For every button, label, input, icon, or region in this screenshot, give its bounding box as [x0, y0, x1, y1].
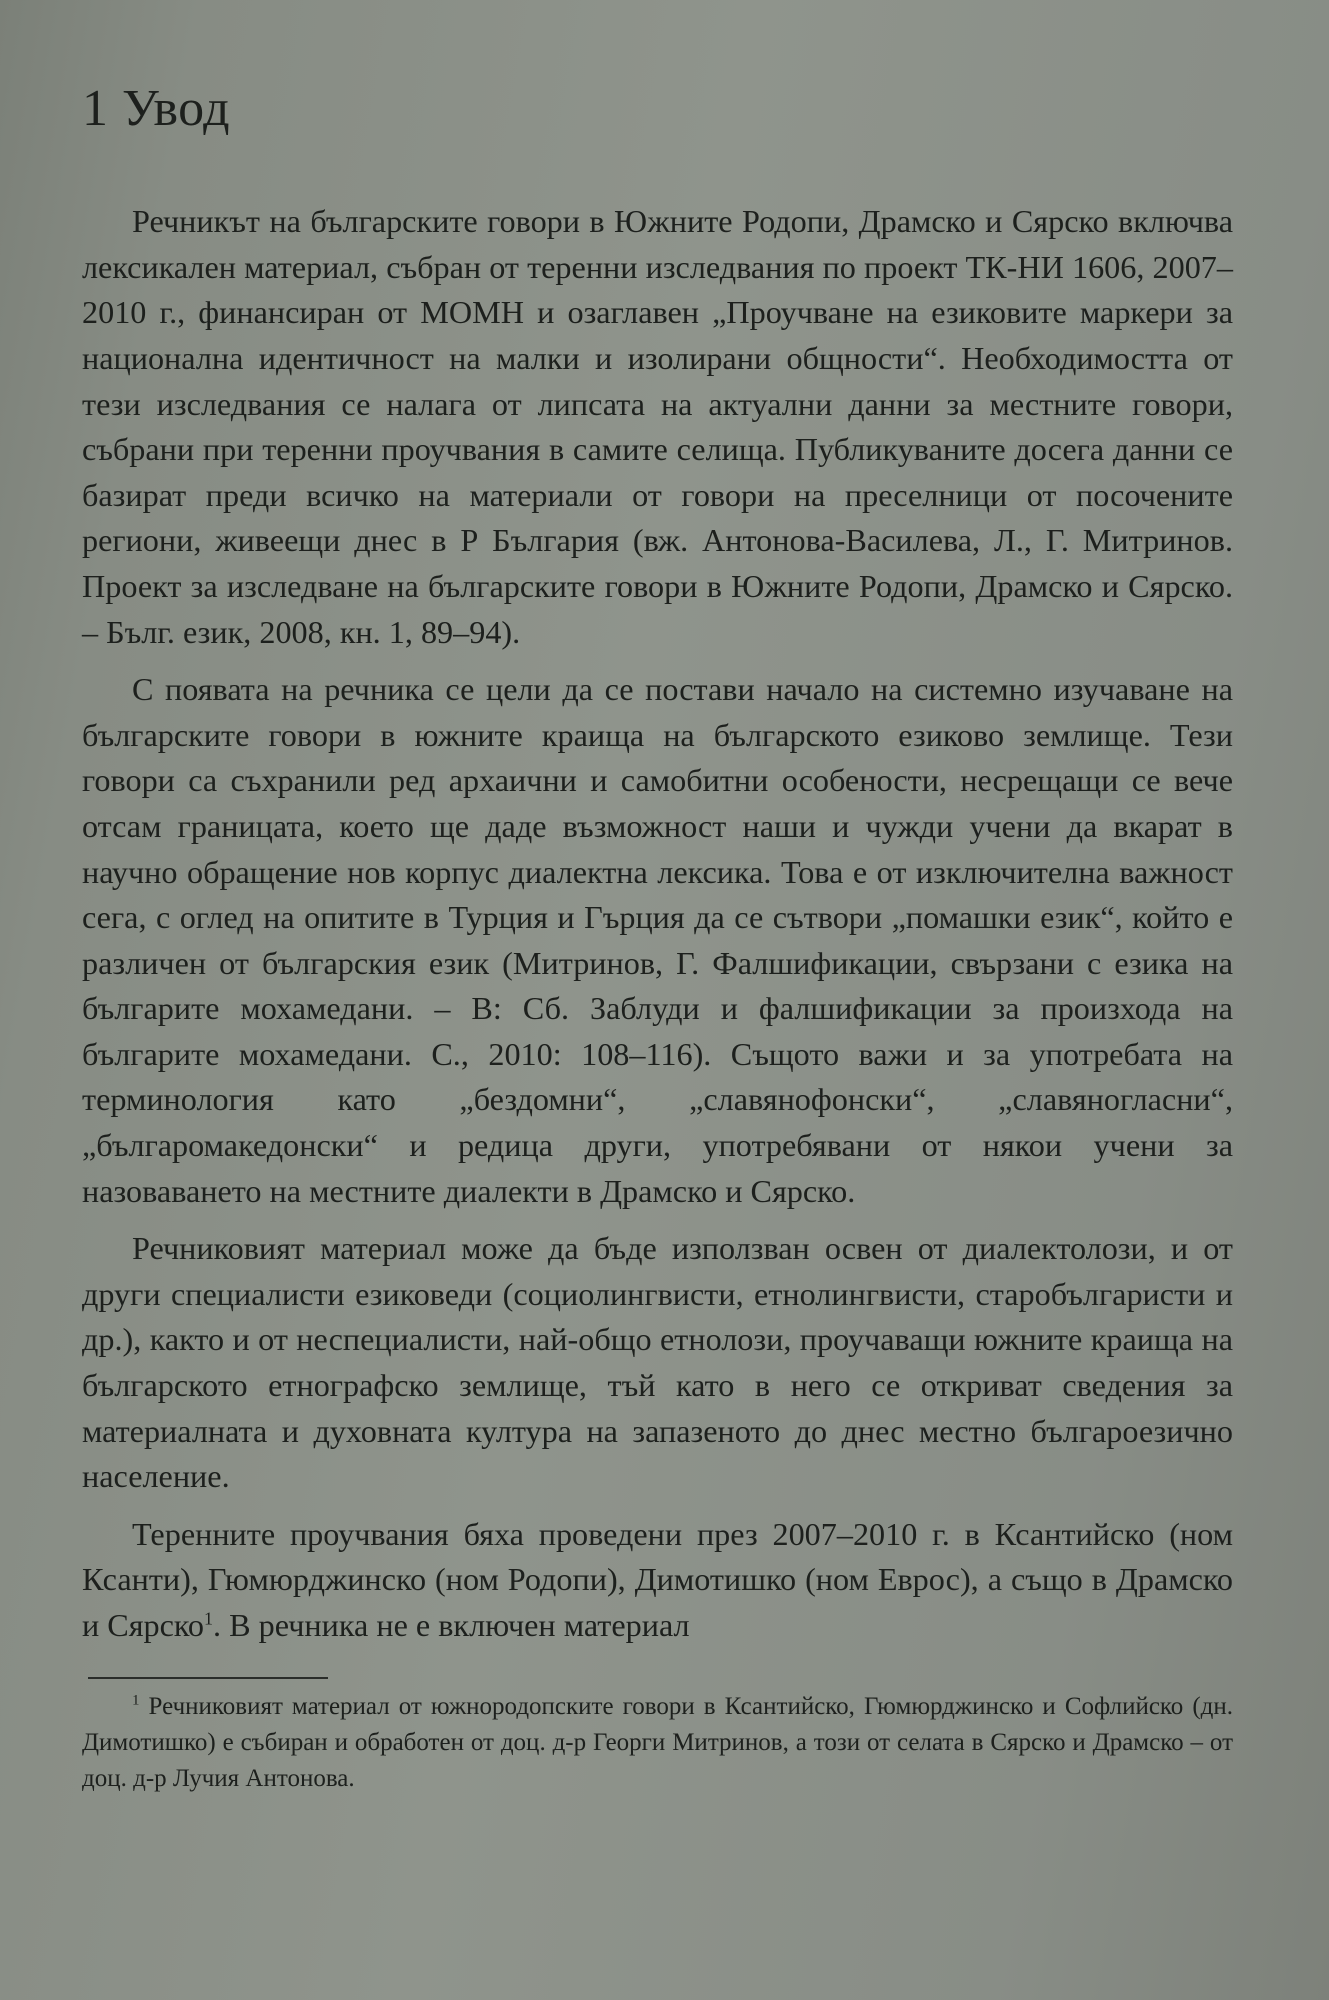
chapter-heading: 1 Увод	[82, 80, 231, 137]
paragraph-1: Речникът на българските говори в Южните Родопи, Драмско и Сярско включва лексикален материал, събран от теренни изследвания по проект ТК-НИ 1606, 2007–2010 г., финансиран от МОМН и озаглавен „Проучване на езиковите маркери за национална идентичност на малки и изолирани общности“. Необходимостта от тези изследвания се налага от липсата на актуални данни за местните говори, събрани при теренни проучвания в самите селища. Публикуваните досега данни се базират преди всичко на материали от говори на преселници от посочените региони, живеещи днес в Р България (вж. Антонова-Василева, Л., Г. Митринов. Проект за изследване на българските говори в Южните Родопи, Драмско и Сярско. – Бълг. език, 2008, кн. 1, 89–94).	[82, 203, 1233, 650]
footnote-divider	[88, 1677, 328, 1679]
footnote-text: Речниковият материал от южнородопските говори в Ксантийско, Гюмюрджинско и Софлийско (дн. Димотишко) е събиран и обработен от доц. д-р Георги Митринов, а този от селата в Сярско и Драмско – от доц. д-р Лучия Антонова.	[82, 1692, 1233, 1792]
footnote	[82, 1689, 1233, 1797]
paragraph-4-tail: . В речника не е включен материал	[213, 1607, 690, 1643]
paragraph-2: С появата на речника се цели да се постави начало на системно изучаване на българските говори в южните краища на българското езиково землище. Тези говори са съхранили ред архаични и самобитни особености, несрещащи се вече отсам границата, което ще даде възможност наши и чужди учени да вкарат в научно обращение нов корпус диалектна лексика. Това е от изключителна важност сега, с оглед на опитите в Турция и Гърция да се сътвори „помашки език“, който е различен от българския език (Митринов, Г. Фалшификации, свързани с езика на българите мохамедани. – В: Сб. Заблуди и фалшификации за произхода на българите мохамедани. С., 2010: 108–116). Същото важи и за употребата на терминология като „бездомни“, „славянофонски“, „славяногласни“, „българомакедонски“ и редица други, употребявани от някои учени за назоваването на местните диалекти в Драмско и Сярско.	[82, 671, 1233, 1209]
paragraph-4	[82, 1512, 1233, 1649]
paragraph-4-text: Теренните проучвания бяха проведени през 2007–2010 г. в Ксантийско (ном Ксанти), Гюмюрджинско (ном Родопи), Димотишко (ном Еврос), а също в Драмско и Сярско	[82, 1515, 1233, 1643]
footnote-reference: 1	[204, 1608, 214, 1629]
paragraph-3: Речниковият материал може да бъде използван освен от диалектолози, и от други специалисти езиковеди (социолингвисти, етнолингвисти, старобългаристи и др.), както и от неспециалисти, най-общо етнолози, проучаващи южните краища на българското етнографско землище, тъй като в него се откриват сведения за материалната и духовната култура на запазеното до днес местно българоезично население.	[82, 1230, 1233, 1495]
footnote-mark: 1	[132, 1692, 140, 1709]
